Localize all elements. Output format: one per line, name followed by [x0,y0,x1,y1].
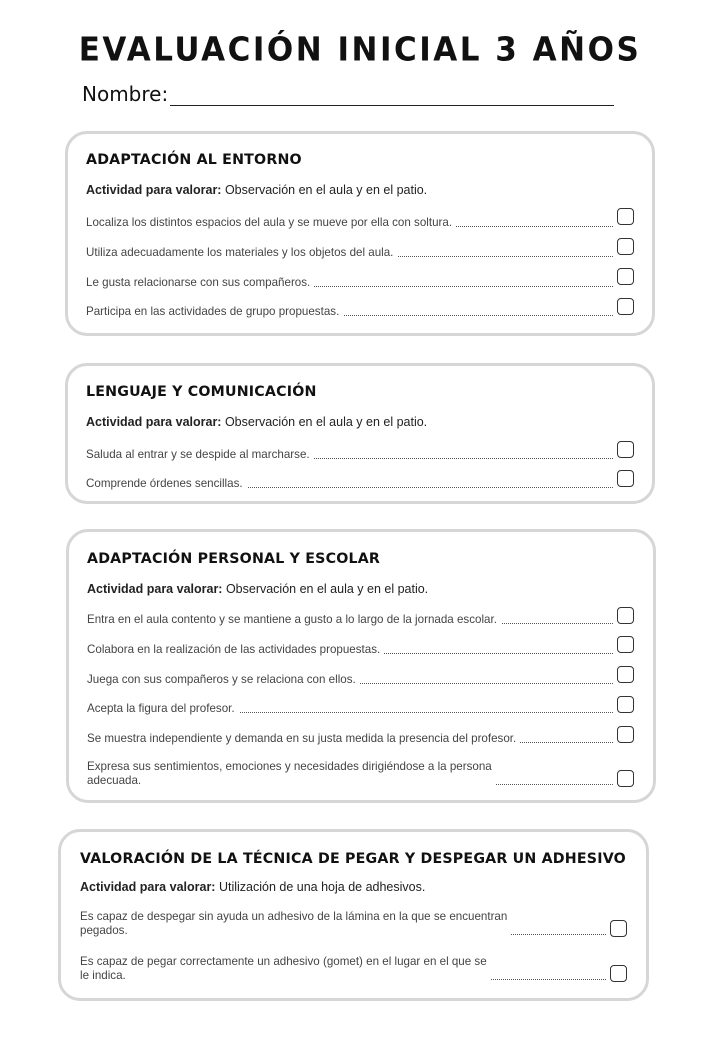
checklist-item [87,641,613,657]
checklist-item-text: Participa en las actividades de grupo propuestas. [86,305,343,319]
checkbox[interactable] [617,607,634,624]
checklist-item [87,700,613,716]
checklist-item [86,303,613,319]
section-activity [80,880,425,894]
checkbox[interactable] [617,441,634,458]
checklist-item-text: Entra en el aula contento y se mantiene a gusto a lo largo de la jornada escolar. [87,613,501,627]
checkbox[interactable] [617,726,634,743]
checklist-item [80,953,606,983]
checklist-item-text: Localiza los distintos espacios del aula y se mueve por ella con soltura. [86,216,456,230]
checklist-item [87,611,613,627]
checklist-item [86,274,613,290]
section-title: LENGUAJE Y COMUNICACIÓN [86,384,317,400]
checklist-item-text: Es capaz de despegar sin ayuda un adhesivo de la lámina en la que se encuentran pegados. [80,910,511,938]
checklist-item-text: Saluda al entrar y se despide al marcharse. [86,448,314,462]
activity-text: Utilización de una hoja de adhesivos. [215,880,426,894]
checklist-item [87,671,613,687]
checkbox[interactable] [617,470,634,487]
checkbox[interactable] [617,666,634,683]
activity-label: Actividad para valorar: [87,582,223,596]
checkbox[interactable] [617,268,634,285]
activity-text: Observación en el aula y en el patio. [221,183,428,197]
name-label: Nombre: [82,82,169,106]
activity-label: Actividad para valorar: [80,880,216,894]
section-activity [87,582,428,596]
section-activity [86,183,427,197]
checklist-item [86,214,613,230]
checkbox[interactable] [610,920,627,937]
checklist-item-text: Es capaz de pegar correctamente un adhesivo (gomet) en el lugar en el que se le indica. [80,955,491,983]
checklist-item [87,758,613,788]
checklist-item [86,244,613,260]
checklist-item-text: Utiliza adecuadamente los materiales y los objetos del aula. [86,246,397,260]
checklist-item-text: Juega con sus compañeros y se relaciona con ellos. [87,673,360,687]
checklist-item-text: Acepta la figura del profesor. [87,702,239,716]
name-input-line[interactable] [170,84,614,106]
activity-label: Actividad para valorar: [86,415,222,429]
checkbox[interactable] [617,298,634,315]
section-title: ADAPTACIÓN AL ENTORNO [86,152,302,168]
checkbox[interactable] [617,238,634,255]
checklist-item [86,446,613,462]
checklist-item [80,908,606,938]
checkbox[interactable] [617,208,634,225]
section-title: ADAPTACIÓN PERSONAL Y ESCOLAR [87,551,381,567]
section-title: VALORACIÓN DE LA TÉCNICA DE PEGAR Y DESPEGAR UN ADHESIVO [80,851,626,867]
activity-label: Actividad para valorar: [86,183,222,197]
checklist-item-text: Colabora en la realización de las actividades propuestas. [87,643,384,657]
name-row [82,80,614,106]
checklist-item [87,730,613,746]
activity-text: Observación en el aula y en el patio. [222,582,429,596]
checklist-item-text: Comprende órdenes sencillas. [86,477,247,491]
checklist-item-text: Le gusta relacionarse con sus compañeros. [86,276,314,290]
checkbox[interactable] [617,696,634,713]
checkbox[interactable] [610,965,627,982]
checklist-item-text: Se muestra independiente y demanda en su justa medida la presencia del profesor. [87,732,520,746]
checklist-item [86,475,613,491]
checklist-item-text: Expresa sus sentimientos, emociones y necesidades dirigiéndose a la persona adecuada. [87,760,496,788]
section-activity [86,415,427,429]
checkbox[interactable] [617,770,634,787]
activity-text: Observación en el aula y en el patio. [221,415,428,429]
checkbox[interactable] [617,636,634,653]
page-title: EVALUACIÓN INICIAL 3 AÑOS [78,31,642,69]
